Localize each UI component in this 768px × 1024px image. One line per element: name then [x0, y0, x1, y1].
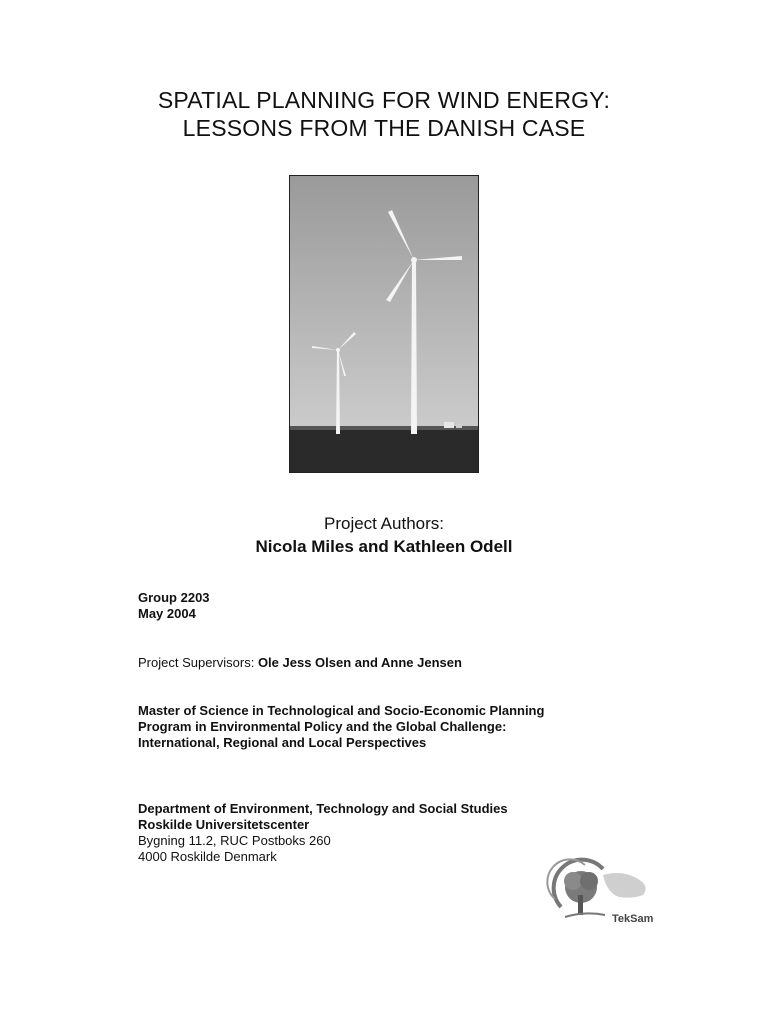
group-number: Group 2203 [138, 590, 210, 605]
document-title [0, 86, 768, 142]
program-info [138, 703, 544, 751]
supervisors-names: Ole Jess Olsen and Anne Jensen [257, 655, 462, 670]
department-info [138, 801, 508, 865]
authors-names: Nicola Miles and Kathleen Odell [255, 537, 513, 556]
wind-turbines-photo [289, 175, 479, 473]
authors-heading: Project Authors: [323, 514, 444, 533]
group-info [138, 590, 210, 622]
supervisors-label: Project Supervisors: [138, 655, 258, 670]
supervisors [138, 655, 462, 671]
title-line-1: SPATIAL PLANNING FOR WIND ENERGY: [157, 87, 611, 113]
program-line-1: Master of Science in Technological and Socio-Economic Planning [138, 703, 545, 718]
program-line-2: Program in Environmental Policy and the Global Challenge: [138, 719, 507, 734]
address-line-2: 4000 Roskilde Denmark [138, 849, 277, 864]
program-line-3: International, Regional and Local Perspectives [138, 735, 427, 750]
address-line-1: Bygning 11.2, RUC Postboks 260 [138, 833, 331, 848]
logo-text: TekSam [612, 913, 654, 925]
title-line-2: LESSONS FROM THE DANISH CASE [182, 115, 586, 141]
university-name: Roskilde Universitetscenter [138, 817, 310, 832]
date: May 2004 [138, 606, 196, 621]
department-name: Department of Environment, Technology and Social Studies [138, 801, 508, 816]
